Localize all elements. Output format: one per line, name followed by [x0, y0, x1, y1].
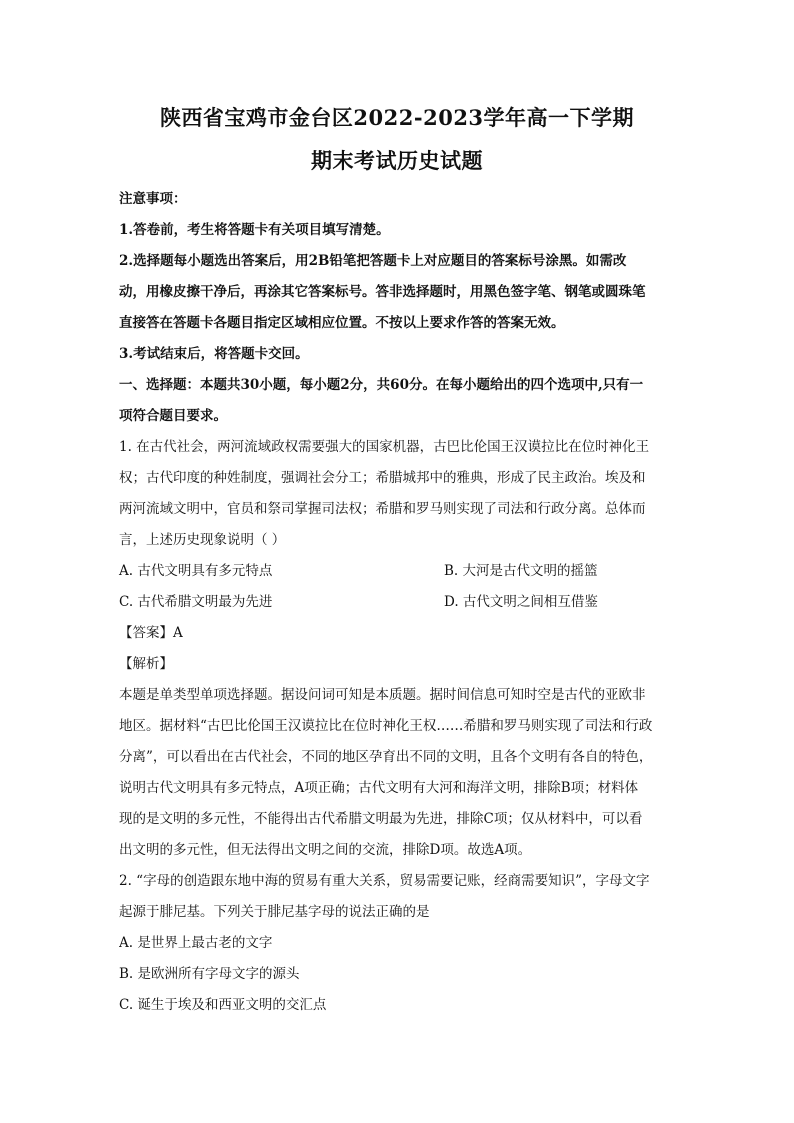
notice-item-2-line-2: 动，用橡皮擦干净后，再涂其它答案标号。答非选择题时，用黑色签字笔、钢笔或圆珠笔: [119, 284, 646, 300]
question-1-analysis-heading: 【解析】: [119, 656, 173, 672]
question-2-option-a: A. 是世界上最古老的文字: [119, 935, 273, 951]
question-2-option-b: B. 是欧洲所有字母文字的源头: [119, 966, 300, 982]
question-1-analysis-line-6: 出文明的多元性，但无法得出文明之间的交流，排除D项。故选A项。: [119, 842, 532, 858]
question-1-option-d: D. 古代文明之间相互借鉴: [444, 594, 598, 610]
notice-item-2-line-1: 2.选择题每小题选出答案后，用2B铅笔把答题卡上对应题目的答案标号涂黑。如需改: [119, 253, 627, 269]
question-1-analysis-line-5: 现的是文明的多元性，不能得出古代希腊文明最为先进，排除C项；仅从材料中，可以看: [119, 811, 643, 827]
section-heading-line-2: 项符合题目要求。: [119, 408, 227, 424]
notice-item-3: 3.考试结束后，将答题卡交回。: [119, 346, 309, 362]
section-heading-line-1: 一、选择题：本题共30小题，每小题2分，共60分。在每小题给出的四个选项中,只有一: [119, 377, 644, 393]
notice-item-1: 1.答卷前，考生将答题卡有关项目填写清楚。: [119, 222, 390, 238]
document-body: [119, 184, 675, 1021]
question-1-options-row-1: [119, 556, 675, 587]
page-title-line1: 陕西省宝鸡市金台区2022-2023学年高一下学期: [159, 105, 635, 130]
question-1-analysis-line-3: 分离”，可以看出在古代社会，不同的地区孕育出不同的文明，且各个文明有各自的特色，: [119, 749, 653, 765]
question-1-option-c: C. 古代希腊文明最为先进: [119, 594, 273, 610]
question-2-option-c: C. 诞生于埃及和西亚文明的交汇点: [119, 997, 327, 1013]
question-1-line-3: 两河流域文明中，官员和祭司掌握司法权；希腊和罗马则实现了司法和行政分离。总体而: [119, 501, 646, 517]
question-1-line-4: 言，上述历史现象说明（ ）: [119, 532, 286, 548]
question-1-line-1: 1. 在古代社会，两河流域政权需要强大的国家机器，古巴比伦国王汉谟拉比在位时神化王: [119, 439, 650, 455]
question-1-analysis-line-1: 本题是单类型单项选择题。据设问词可知是本质题。据时间信息可知时空是古代的亚欧非: [119, 687, 646, 703]
question-2-line-2: 起源于腓尼基。下列关于腓尼基字母的说法正确的是: [119, 904, 430, 920]
question-1-answer: 【答案】A: [119, 625, 183, 641]
question-2-line-1: 2. “字母的创造跟东地中海的贸易有重大关系，贸易需要记账，经商需要知识”，字母文字: [119, 873, 650, 889]
notice-item-2-line-3: 直接答在答题卡各题目指定区域相应位置。不按以上要求作答的答案无效。: [119, 315, 565, 331]
question-1-option-a: A. 古代文明具有多元特点: [119, 563, 273, 579]
notice-heading: 注意事项：: [119, 191, 187, 207]
question-1-options-row-2: [119, 587, 675, 618]
question-1-line-2: 权；古代印度的种姓制度，强调社会分工；希腊城邦中的雅典，形成了民主政治。埃及和: [119, 470, 646, 486]
question-1-analysis-line-4: 说明古代文明具有多元特点，A项正确；古代文明有大河和海洋文明，排除B项；材料体: [119, 780, 639, 796]
page-title-line2: 期末考试历史试题: [311, 148, 483, 173]
question-1-analysis-line-2: 地区。据材料“古巴比伦国王汉谟拉比在位时神化王权……希腊和罗马则实现了司法和行政: [119, 718, 653, 734]
question-1-option-b: B. 大河是古代文明的摇篮: [444, 563, 598, 579]
